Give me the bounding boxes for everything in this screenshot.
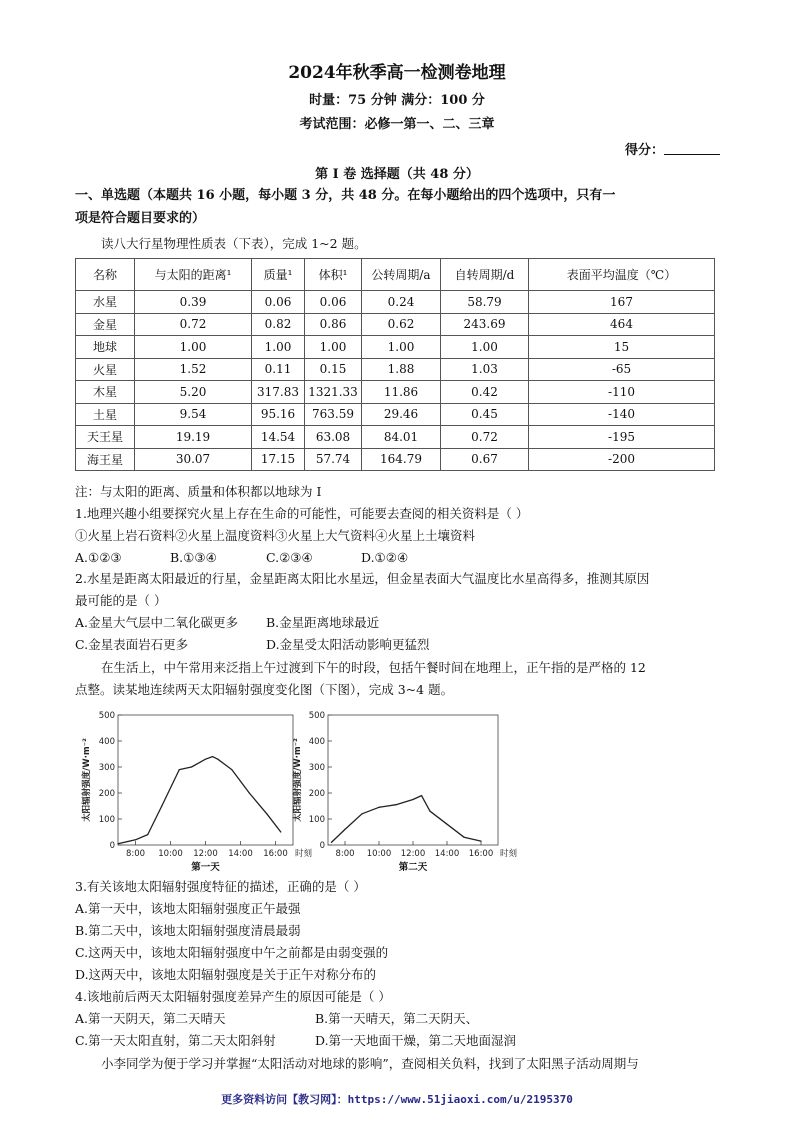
x-tick-label: 14:00 [228, 849, 253, 859]
cell: 0.15 [305, 358, 362, 381]
cell: 0.11 [252, 358, 305, 381]
y-tick-label: 300 [308, 763, 325, 773]
cell: 1.52 [135, 358, 252, 381]
cell: 167 [529, 291, 715, 314]
y-tick-label: 100 [308, 815, 325, 825]
chart-day1-axes [81, 711, 313, 873]
x-tick-label: 8:00 [125, 849, 146, 859]
table-row [76, 448, 715, 471]
y-tick-label: 400 [98, 737, 115, 747]
data-point [231, 769, 232, 770]
series-line [118, 757, 281, 844]
chart-day1-marks [117, 756, 281, 844]
header-cell: 体积¹ [305, 259, 362, 291]
planet-table [75, 258, 715, 471]
data-point [421, 795, 422, 796]
table-row [76, 381, 715, 404]
cell: 317.83 [252, 381, 305, 404]
cell: -200 [529, 448, 715, 471]
data-point [331, 842, 332, 843]
table-note: 注：与太阳的距离、质量和体积都以地球为 I [75, 484, 322, 499]
y-tick-label: 400 [308, 737, 325, 747]
score-blank[interactable] [664, 142, 720, 155]
q4-option-c[interactable]: C.第一天太阳直射，第二天太阳斜射 [75, 1033, 276, 1048]
y-axis-label: 太阳辐射强度/W·m⁻² [293, 738, 303, 822]
x-tick-label: 10:00 [366, 849, 392, 859]
y-tick-label: 100 [98, 815, 115, 825]
table-row [76, 426, 715, 449]
series-line [331, 796, 481, 843]
cell: 5.20 [135, 381, 252, 404]
data-point [463, 837, 464, 838]
data-point [161, 805, 162, 806]
cell: 1.03 [441, 358, 529, 381]
data-point [212, 756, 213, 757]
cell: 1.00 [135, 336, 252, 359]
cell: 0.24 [362, 291, 441, 314]
plot-frame [118, 715, 293, 845]
scope-line: 考试范围：必修一第一、二、三章 [299, 117, 495, 132]
table-row [76, 336, 715, 359]
cell: 164.79 [362, 448, 441, 471]
cell: -65 [529, 358, 715, 381]
cell: -195 [529, 426, 715, 449]
q2-option-c[interactable]: C.金星表面岩石更多 [75, 637, 189, 652]
x-tick-label: 16:00 [468, 849, 494, 859]
header-cell: 名称 [76, 259, 135, 291]
data-point [280, 831, 281, 832]
y-tick-label: 300 [98, 763, 115, 773]
q2-option-a[interactable]: A.金星大气层中二氧化碳更多 [75, 615, 239, 630]
q1-materials: ①火星上岩石资料②火星上温度资料③火星上大气资料④火星上土壤资料 [75, 528, 476, 543]
score-field [625, 139, 720, 158]
chart-day2-axes [292, 711, 518, 873]
y-tick-label: 200 [98, 789, 115, 799]
header-cell: 质量¹ [252, 259, 305, 291]
x-axis-label: 时刻 [500, 849, 518, 859]
cell: -140 [529, 403, 715, 426]
data-point [205, 759, 206, 760]
cell: 95.16 [252, 403, 305, 426]
footer-link[interactable]: 更多资料访问【教习网】：https://www.51jiaoxi.com/u/2195370 [221, 1093, 573, 1106]
x-tick-label: 8:00 [335, 849, 355, 859]
cell: 0.72 [441, 426, 529, 449]
q2-stem-1: 2.水星是距离太阳最近的行星，金星距离太阳比水星远，但金星表面大气温度比水星高得多，推测其原因 [75, 571, 650, 586]
cell: 0.06 [305, 291, 362, 314]
q2-options-row2 [75, 635, 730, 655]
q4-option-b[interactable]: B.第一天晴天，第二天阴天、 [315, 1011, 479, 1026]
last-line: 小李同学为便于学习并掌握“太阳活动对地球的影响”，查阅相关负料，找到了太阳黑子活动周期与 [101, 1056, 639, 1071]
cell: 63.08 [305, 426, 362, 449]
data-point [378, 807, 379, 808]
cell: 木星 [76, 381, 135, 404]
x-tick-label: 16:00 [263, 849, 288, 859]
q2-stem-2: 最可能的是（ ） [75, 593, 167, 608]
q3-option-a[interactable]: A.第一天中，该地太阳辐射强度正午最强 [75, 901, 301, 916]
data-point [117, 843, 118, 844]
data-point [249, 792, 250, 793]
q3-stem: 3.有关该地太阳辐射强度特征的描述，正确的是（ ） [75, 879, 366, 894]
data-point [147, 834, 148, 835]
cell: 火星 [76, 358, 135, 381]
header-cell: 公转周期/a [362, 259, 441, 291]
section-line-1: 一、单选题（本题共 16 小题，每小题 3 分，共 48 分。在每小题给出的四个选项中，只有一 [75, 188, 616, 203]
x-tick-label: 14:00 [434, 849, 460, 859]
data-point [344, 829, 345, 830]
q4-option-a[interactable]: A.第一天阴天，第二天晴天 [75, 1011, 226, 1026]
chart-intro-1: 在生活上，中午常用来泛指上午过渡到下午的时段，包括午餐时间在地理上，正午指的是严格的 12 [101, 660, 646, 675]
table-intro: 读八大行星物理性质表（下表），完成 1~2 题。 [101, 236, 367, 251]
cell: 14.54 [252, 426, 305, 449]
table-row [76, 313, 715, 336]
q4-options-row1 [75, 1009, 730, 1029]
chart-title: 第一天 [191, 862, 220, 873]
cell: 243.69 [441, 313, 529, 336]
q2-option-d[interactable]: D.金星受太阳活动影响更猛烈 [266, 637, 430, 652]
cell: 1.00 [441, 336, 529, 359]
cell: 19.19 [135, 426, 252, 449]
cell: 1.00 [252, 336, 305, 359]
cell: 地球 [76, 336, 135, 359]
q3-option-b[interactable]: B.第二天中，该地太阳辐射强度清晨最弱 [75, 923, 301, 938]
time-score-line: 时量：75 分钟 满分：100 分 [309, 93, 485, 108]
cell: 0.39 [135, 291, 252, 314]
plot-frame [328, 715, 498, 845]
section-line-2: 项是符合题目要求的） [75, 211, 206, 226]
cell: 0.72 [135, 313, 252, 336]
data-point [361, 813, 362, 814]
cell: 0.86 [305, 313, 362, 336]
q3-option-c[interactable]: C.这两天中，该地太阳辐射强度中午之前都是由弱变强的 [75, 945, 389, 960]
table-row [76, 358, 715, 381]
cell: 土星 [76, 403, 135, 426]
header-cell: 与太阳的距离¹ [135, 259, 252, 291]
q3-option-d[interactable]: D.这两天中，该地太阳辐射强度是关于正午对称分布的 [75, 967, 377, 982]
y-tick-label: 500 [98, 711, 115, 721]
data-point [395, 804, 396, 805]
q2-options-row1 [75, 613, 730, 633]
data-point [266, 813, 267, 814]
data-point [412, 799, 413, 800]
q2-option-b[interactable]: B.金星距离地球最近 [266, 615, 380, 630]
exam-title: 2024年秋季高一检测卷地理 [288, 63, 506, 83]
cell: 海王星 [76, 448, 135, 471]
x-axis-label: 时刻 [295, 849, 313, 859]
cell: 29.46 [362, 403, 441, 426]
cell: 0.67 [441, 448, 529, 471]
cell: 金星 [76, 313, 135, 336]
cell: 0.82 [252, 313, 305, 336]
part1-title: 第 I 卷 选择题（共 48 分） [315, 167, 479, 182]
header-cell: 表面平均温度（℃） [529, 259, 715, 291]
cell: 0.42 [441, 381, 529, 404]
chart-day2-marks [331, 795, 482, 843]
cell: 天王星 [76, 426, 135, 449]
y-tick-label: 0 [109, 841, 115, 851]
data-point [480, 841, 481, 842]
chart-intro-2: 点整。读某地连续两天太阳辐射强度变化图（下图），完成 3~4 题。 [75, 682, 454, 697]
cell: 30.07 [135, 448, 252, 471]
cell: 464 [529, 313, 715, 336]
y-tick-label: 200 [308, 789, 325, 799]
cell: 水星 [76, 291, 135, 314]
cell: 58.79 [441, 291, 529, 314]
cell: 0.06 [252, 291, 305, 314]
q4-stem: 4.该地前后两天太阳辐射强度差异产生的原因可能是（ ） [75, 989, 391, 1004]
data-point [135, 839, 136, 840]
cell: 84.01 [362, 426, 441, 449]
q4-options-row2 [75, 1031, 730, 1051]
data-point [217, 759, 218, 760]
cell: 11.86 [362, 381, 441, 404]
q1-options [75, 548, 730, 568]
q1-option-a[interactable]: A.①②③ [75, 550, 122, 565]
score-label: 得分： [624, 143, 664, 158]
data-point [429, 811, 430, 812]
data-point [191, 766, 192, 767]
chart-day1 [75, 700, 320, 875]
y-tick-label: 0 [319, 841, 325, 851]
x-tick-label: 12:00 [400, 849, 426, 859]
cell: 763.59 [305, 403, 362, 426]
header-cell: 自转周期/d [441, 259, 529, 291]
cell: 0.45 [441, 403, 529, 426]
cell: 1.00 [362, 336, 441, 359]
table-row [76, 291, 715, 314]
cell: -110 [529, 381, 715, 404]
cell: 17.15 [252, 448, 305, 471]
data-point [446, 824, 447, 825]
table-header-row [76, 259, 715, 291]
q1-option-b[interactable]: B.①③④ [170, 550, 217, 565]
x-tick-label: 12:00 [193, 849, 218, 859]
cell: 1321.33 [305, 381, 362, 404]
cell: 1.88 [362, 358, 441, 381]
cell: 1.00 [305, 336, 362, 359]
cell: 15 [529, 336, 715, 359]
q1-stem: 1.地理兴趣小组要探究火星上存在生命的可能性，可能要去查阅的相关资料是（ ） [75, 506, 529, 521]
cell: 0.62 [362, 313, 441, 336]
x-tick-label: 10:00 [158, 849, 183, 859]
chart-title: 第二天 [398, 862, 428, 873]
cell: 57.74 [305, 448, 362, 471]
y-axis-label: 太阳辐射强度/W·m⁻² [82, 738, 92, 822]
data-point [179, 769, 180, 770]
cell: 9.54 [135, 403, 252, 426]
q4-option-d[interactable]: D.第一天地面干燥，第二天地面湿润 [315, 1033, 517, 1048]
table-row [76, 403, 715, 426]
q1-option-d[interactable]: D.①②④ [361, 550, 409, 565]
q1-option-c[interactable]: C.②③④ [266, 550, 313, 565]
y-tick-label: 500 [308, 711, 325, 721]
chart-day2 [290, 700, 520, 875]
